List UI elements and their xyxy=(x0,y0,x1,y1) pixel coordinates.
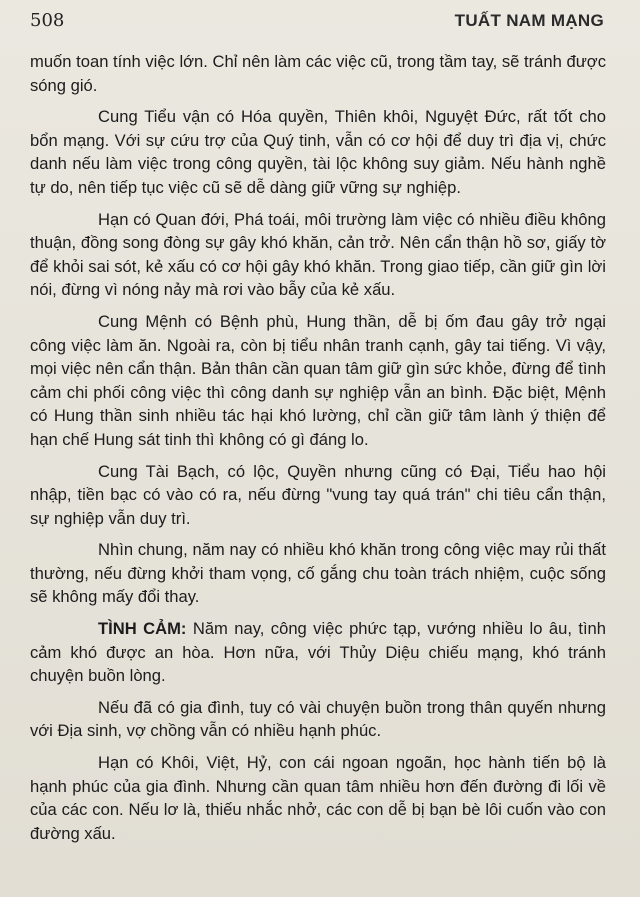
paragraph-9 xyxy=(30,751,606,845)
paragraph-text: Cung Tài Bạch, có lộc, Quyền nhưng cũng có Đại, Tiểu hao hội nhập, tiền bạc có vào có ra, nếu đừng "vung tay quá trán" chi tiêu cẩn thận, sự nghiệp vẫn duy trì. xyxy=(30,461,606,528)
paragraph-text: Hạn có Quan đới, Phá toái, môi trường làm việc có nhiều điều không thuận, đồng song đòng sự gây khó khăn, cản trở. Nên cẩn thận hồ sơ, giấy tờ để khỏi sai sót, kẻ xấu có cơ hội gây khó khăn. Trong giao tiếp, cần giữ gìn lời nói, đừng vì nóng nảy mà rơi vào bẫy của kẻ xấu. xyxy=(30,209,606,300)
running-title: TUẤT NAM MẠNG xyxy=(454,11,604,30)
paragraph-text: Cung Mệnh có Bệnh phù, Hung thần, dễ bị ốm đau gây trở ngại công việc làm ăn. Ngoài ra, còn bị tiểu nhân tranh cạnh, gây tai tiếng. Vì vậy, mọi việc nên cẩn thận. Bản thân cần quan tâm giữ gìn sức khỏe, đừng để tình cảm chi phối công việc thì công danh sự nghiệp vẫn an bình. Đặc biệt, Mệnh có Hung thần sinh nhiều tác hại khó lường, chỉ cần giữ tâm lành ý thiện để hạn chế Hung sát tinh thì không có gì đáng lo. xyxy=(30,311,606,449)
paragraph-text: Năm nay, công việc phức tạp, vướng nhiều lo âu, tình cảm khó được an hòa. Hơn nữa, với Thủy Diệu chiếu mạng, khó tránh chuyện buồn lòng. xyxy=(30,619,607,686)
paragraph-text: Cung Tiểu vận có Hóa quyền, Thiên khôi, Nguyệt Đức, rất tốt cho bổn mạng. Với sự cứu trợ của Quý tinh, vẫn có cơ hội để duy trì địa vị, chức danh nếu làm việc trong công quyền, tài lộc không suy giảm. Nếu hành nghề tự do, nên tiếp tục việc cũ sẽ dễ dàng giữ vững sự nghiệp. xyxy=(30,107,606,197)
paragraph-7 xyxy=(30,617,606,688)
paragraph-1 xyxy=(30,50,606,97)
paragraph-8 xyxy=(30,696,606,743)
paragraph-6 xyxy=(30,538,606,609)
body-text xyxy=(30,50,606,853)
paragraph-text: muốn toan tính việc lớn. Chỉ nên làm các việc cũ, trong tầm tay, sẽ tránh được sóng gió. xyxy=(30,52,606,95)
paragraph-2 xyxy=(30,105,606,199)
paragraph-text: Hạn có Khôi, Việt, Hỷ, con cái ngoan ngoãn, học hành tiến bộ là hạnh phúc của gia đình. Nhưng cần quan tâm nhiều hơn đến đường đi lối về của các con. Nếu lơ là, thiếu nhắc nhở, các con dễ bị bạn bè lôi cuốn vào con đường xấu. xyxy=(30,753,606,843)
page-header xyxy=(30,8,604,36)
paragraph-3 xyxy=(30,208,606,302)
paragraph-text: Nếu đã có gia đình, tuy có vài chuyện buồn trong thân quyến nhưng với Địa sinh, vợ chồng vẫn có nhiều hạnh phúc. xyxy=(30,697,606,741)
page-number: 508 xyxy=(30,10,65,31)
section-heading-tinh-cam: TÌNH CẢM: xyxy=(98,619,187,639)
paragraph-5 xyxy=(30,460,606,531)
paragraph-4 xyxy=(30,310,606,452)
paragraph-text: Nhìn chung, năm nay có nhiều khó khăn trong công việc may rủi thất thường, nếu đừng khởi tham vọng, cố gắng chu toàn trách nhiệm, cuộc sống sẽ không mấy đổi thay. xyxy=(30,540,606,607)
